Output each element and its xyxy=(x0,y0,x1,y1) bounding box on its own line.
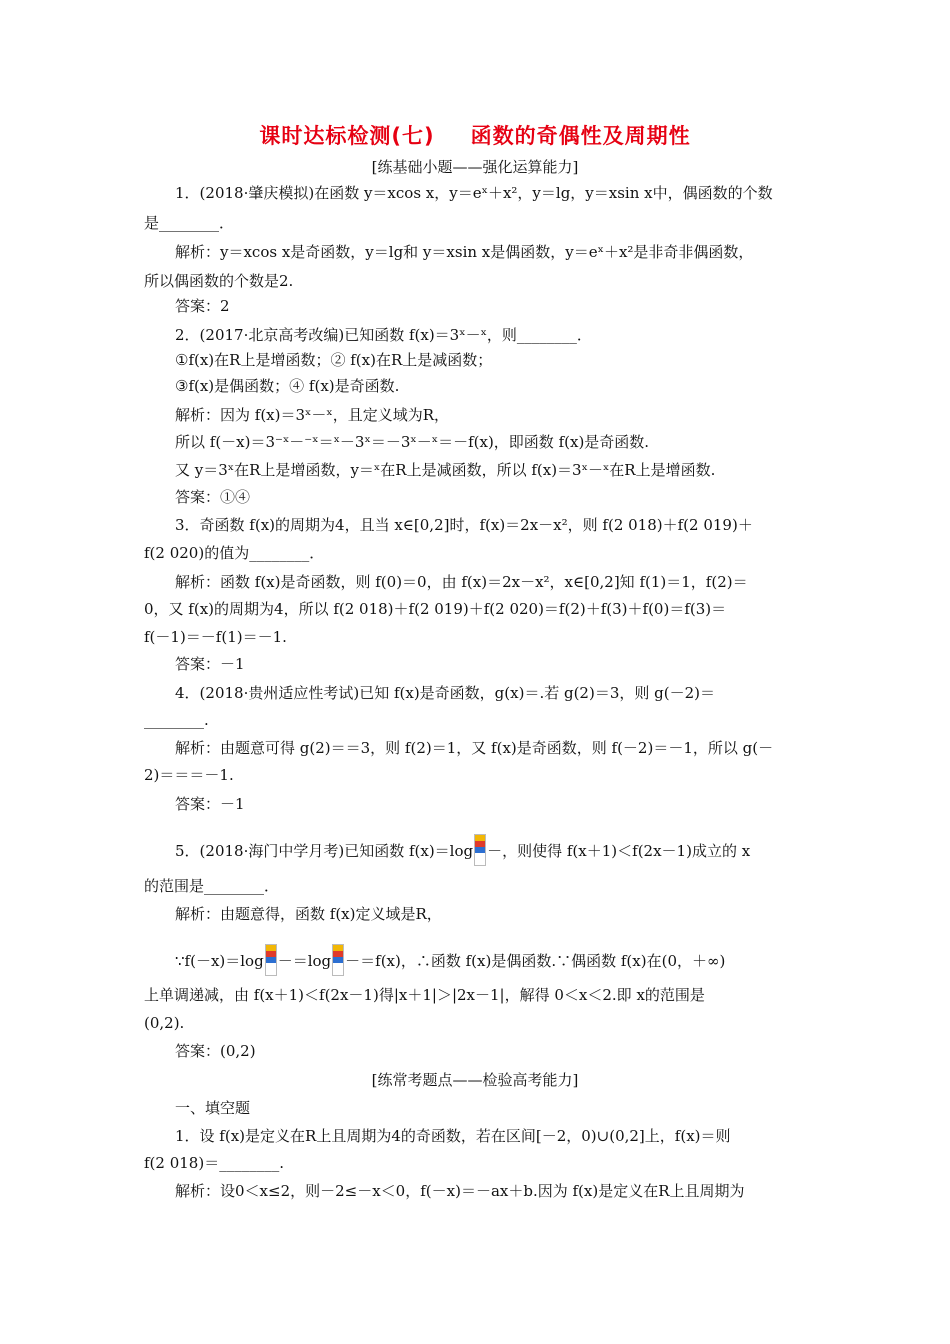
q2-options-2: ③f(x)是偶函数；④ f(x)是奇函数. xyxy=(175,377,400,395)
q2-solution-2: 所以 f(－x)＝3⁻ˣ－⁻ˣ＝ˣ－3ˣ＝－3ˣ－ˣ＝－f(x)，即函数 f(x)是奇函数. xyxy=(175,433,650,451)
q5-solution-4: (0,2). xyxy=(144,1014,185,1032)
q5-solution-2 xyxy=(175,944,725,976)
q3-answer: 答案：－1 xyxy=(175,655,245,673)
section-header-basic: [练基础小题——强化运算能力] xyxy=(371,158,579,176)
q2-answer: 答案：①④ xyxy=(175,488,251,506)
q5-solution-2-text-a: ∵f(－x)＝log xyxy=(175,952,264,970)
subsection-fill-in: 一、填空题 xyxy=(175,1099,251,1117)
q1-solution-2: 所以偶函数的个数是2. xyxy=(144,272,294,290)
section-header-exam: [练常考题点——检验高考能力] xyxy=(371,1071,579,1089)
q4-solution-1: 解析：由题意可得 g(2)＝＝3，则 f(2)＝1，又 f(x)是奇函数，则 f(－2)＝－1，所以 g(－ xyxy=(175,739,774,757)
q1-answer: 答案：2 xyxy=(175,297,230,315)
q3-line-2: f(2 020)的值为________． xyxy=(144,544,325,562)
q2-line-1: 2．(2017·北京高考改编)已知函数 f(x)＝3ˣ－ˣ，则________． xyxy=(175,326,592,344)
p1-line-1: 1．设 f(x)是定义在R上且周期为4的奇函数，若在区间[－2，0)∪(0,2]上，f(x)＝则 xyxy=(175,1127,731,1145)
q5-line-1-text-b: －，则使得 f(x＋1)＜f(2x－1)成立的 x xyxy=(487,842,751,860)
q4-line-1: 4．(2018·贵州适应性考试)已知 f(x)是奇函数，g(x)＝.若 g(2)＝3，则 g(－2)＝ xyxy=(175,684,715,702)
q5-line-2: 的范围是________． xyxy=(144,877,280,895)
q4-solution-2: 2)＝＝＝－1. xyxy=(144,766,234,784)
q5-solution-1: 解析：由题意得，函数 f(x)定义域是R， xyxy=(175,905,442,923)
q5-answer: 答案：(0,2) xyxy=(175,1042,256,1060)
q5-solution-2-text-c: －＝f(x)，∴函数 f(x)是偶函数.∵偶函数 f(x)在(0，＋∞) xyxy=(345,952,726,970)
q5-line-1 xyxy=(175,834,750,866)
q2-solution-1: 解析：因为 f(x)＝3ˣ－ˣ，且定义域为R， xyxy=(175,406,450,424)
q5-solution-2-text-b: －＝log xyxy=(277,952,332,970)
page-title xyxy=(0,120,950,150)
q3-solution-3: f(－1)＝－f(1)＝－1. xyxy=(144,628,287,646)
q2-solution-3: 又 y＝3ˣ在R上是增函数，y＝ˣ在R上是减函数，所以 f(x)＝3ˣ－ˣ在R上是增函数. xyxy=(175,461,716,479)
q4-line-2: ________. xyxy=(144,711,209,729)
q3-solution-1: 解析：函数 f(x)是奇函数，则 f(0)＝0，由 f(x)＝2x－x²，x∈[0,2]知 f(1)＝1，f(2)＝ xyxy=(175,573,748,591)
q3-line-1: 3．奇函数 f(x)的周期为4，且当 x∈[0,2]时，f(x)＝2x－x²，则 f(2 018)＋f(2 019)＋ xyxy=(175,516,753,534)
fraction-image-icon xyxy=(332,944,344,976)
fraction-image-icon xyxy=(265,944,277,976)
q1-line-2: 是________． xyxy=(144,214,235,232)
title-topic: 函数的奇偶性及周期性 xyxy=(470,124,691,148)
title-main: 课时达标检测(七) xyxy=(259,124,435,148)
q1-solution-1: 解析：y＝xcos x是奇函数，y＝lg和 y＝xsin x是偶函数，y＝eˣ＋x²是非奇非偶函数， xyxy=(175,243,754,261)
q5-line-1-text-a: 5．(2018·海门中学月考)已知函数 f(x)＝log xyxy=(175,842,474,860)
q3-solution-2: 0，又 f(x)的周期为4，所以 f(2 018)＋f(2 019)＋f(2 020)＝f(2)＋f(3)＋f(0)＝f(3)＝ xyxy=(144,600,727,618)
q1-line-1: 1．(2018·肇庆模拟)在函数 y＝xcos x，y＝eˣ＋x²，y＝lg，y＝xsin x中，偶函数的个数 xyxy=(175,184,773,202)
q4-answer: 答案：－1 xyxy=(175,795,245,813)
p1-solution-1: 解析：设0＜x≤2，则－2≤－x＜0，f(－x)＝－ax＋b.因为 f(x)是定义在R上且周期为 xyxy=(175,1182,745,1200)
q5-solution-3: 上单调递减，由 f(x＋1)＜f(2x－1)得|x＋1|＞|2x－1|，解得 0＜x＜2.即 x的范围是 xyxy=(144,986,705,1004)
fraction-image-icon xyxy=(474,834,486,866)
q2-options-1: ①f(x)在R上是增函数；② f(x)在R上是减函数； xyxy=(175,351,493,369)
p1-line-2: f(2 018)＝________. xyxy=(144,1154,284,1172)
